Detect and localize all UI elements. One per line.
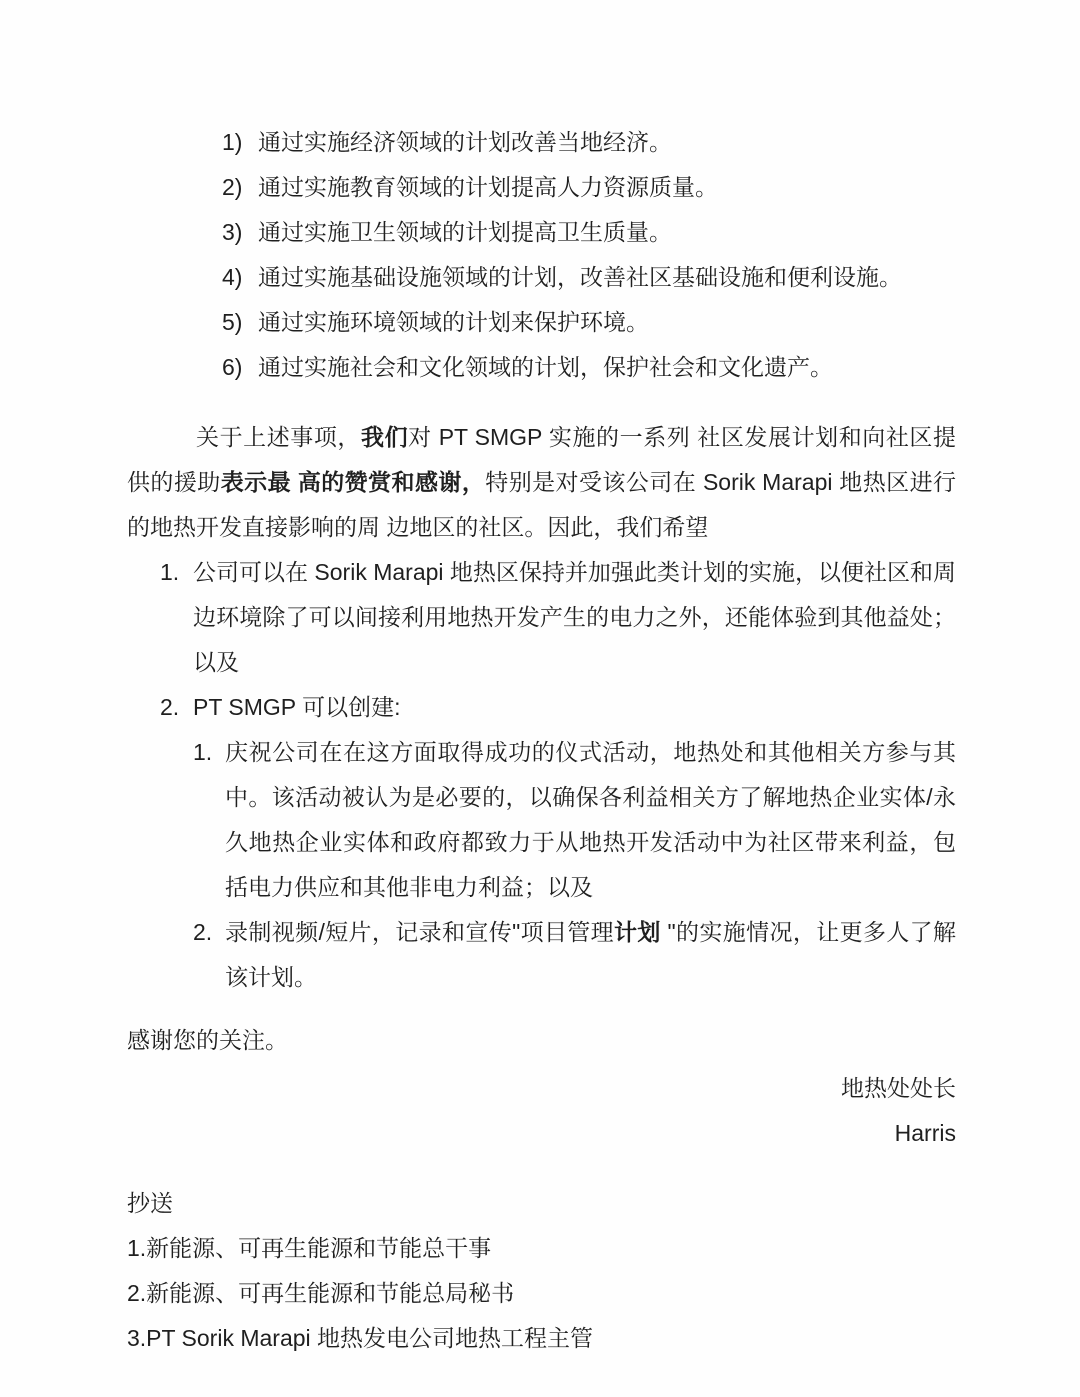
list-marker: 1. [193,739,213,765]
development-plan-list [222,120,956,390]
list-marker: 6) [222,354,243,380]
closing-thanks: 感谢您的关注。 [127,1027,288,1053]
list-item-text: 通过实施教育领域的计划提高人力资源质量。 [258,174,718,200]
cc-section-label: 抄送 [127,1190,173,1216]
sub-request-list [127,730,956,1000]
paragraph-bold-text: 表示最 高的赞赏和感谢， [220,469,486,495]
list-item-text: PT SMGP 可以创建: [193,694,401,720]
list-item [222,165,956,210]
list-item-text: 通过实施社会和文化领域的计划，保护社会和文化遗产。 [258,354,833,380]
list-item-text [225,910,956,1000]
paragraph-bold-text: 我们 [361,424,409,450]
list-item-text: 通过实施环境领域的计划来保护环境。 [258,309,649,335]
paragraph-text: 特别是对受该公司在 Sorik Marapi 地热区进行的地热开发直接影响的周 边地区的社区。因此，我们希望 [127,469,957,540]
list-item-text: 庆祝公司在在这方面取得成功的仪式活动，地热处和其他相关方参与其中。该活动被认为是必要的，以确保各利益相关方了解地热企业实体/永久地热企业实体和政府都致力于从地热开发活动中为社区带来利益，包括电力供应和其他非电力利益；以及 [225,739,956,900]
appreciation-paragraph [127,415,956,550]
list-marker: 2. [193,919,213,945]
cc-list-item: 3.PT Sorik Marapi 地热发电公司地热工程主管 [127,1325,594,1351]
list-item [222,345,956,390]
list-marker: 4) [222,264,243,290]
paragraph-text: 关于上述事项， [196,424,361,450]
list-item [222,120,956,165]
list-item [127,550,956,685]
list-marker: 3) [222,219,243,245]
list-item-bold-text: 计划 [614,919,661,945]
cc-list-item: 2.新能源、可再生能源和节能总局秘书 [127,1280,515,1306]
list-marker: 2. [160,694,180,720]
list-item [222,255,956,300]
list-item [127,910,956,1000]
list-item [127,685,956,730]
list-item-text-run: 录制视频/短片，记录和宣传"项目管理 [225,919,615,945]
list-item-text: 通过实施基础设施领域的计划，改善社区基础设施和便利设施。 [258,264,902,290]
list-item-text-run: "的实施情况，让更多人了解该计划。 [225,919,957,990]
signature-name: Harris [894,1120,956,1146]
list-item [127,730,956,910]
paragraph-text: 对 PT SMGP 实施的一系列 社区发展计划和向社区提供的援助 [127,424,957,495]
list-item-text: 通过实施卫生领域的计划提高卫生质量。 [258,219,672,245]
list-item [222,210,956,255]
list-marker: 5) [222,309,243,335]
signature-title: 地热处处长 [841,1075,956,1101]
list-item-text: 公司可以在 Sorik Marapi 地热区保持并加强此类计划的实施，以便社区和周边环境除了可以间接利用地热开发产生的电力之外，还能体验到其他益处；以及 [193,559,956,675]
list-item [222,300,956,345]
list-item-text: 通过实施经济领域的计划改善当地经济。 [258,129,672,155]
list-marker: 2) [222,174,243,200]
list-marker: 1. [160,559,180,585]
request-list [127,550,956,730]
list-marker: 1) [222,129,243,155]
cc-list-item: 1.新能源、可再生能源和节能总干事 [127,1235,492,1261]
